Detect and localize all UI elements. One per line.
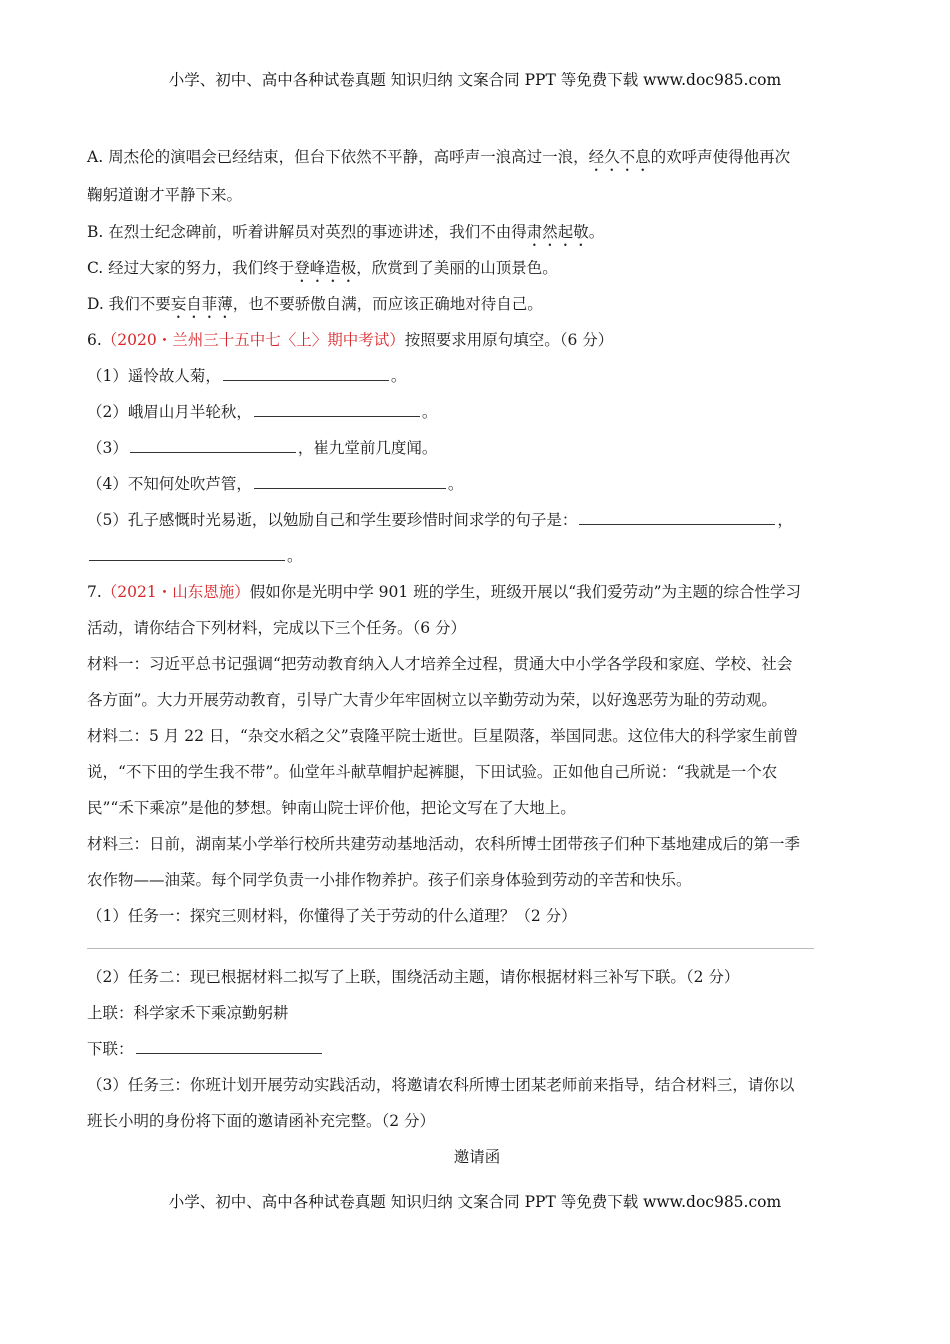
material-3: 材料三：日前，湖南某小学举行校所共建劳动基地活动，农科所博士团带孩子们种下基地建成后的第一季 bbox=[87, 835, 801, 853]
material-1-cont: 各方面”。大力开展劳动教育，引导广大青少年牢固树立以辛勤劳动为荣，以好逸恶劳为耻的劳动观。 bbox=[87, 691, 777, 709]
answer-blank[interactable] bbox=[136, 1033, 322, 1054]
material-1: 材料一：习近平总书记强调“把劳动教育纳入人才培养全过程，贯通大中小学各学段和家庭、学校、社会 bbox=[87, 655, 793, 673]
q6-item-4: （4）不知何处吹芦管， 。 bbox=[87, 466, 867, 502]
option-label: A. bbox=[87, 148, 104, 166]
material-2-cont: 说，“不下田的学生我不带”。仙堂年斗献草帽护起裤腿，下田试验。正如他自己所说：“我就是一个农 bbox=[87, 763, 778, 781]
footer-banner: 小学、初中、高中各种试卷真题 知识归纳 文案合同 PPT 等免费下载 www.doc985.com bbox=[168, 1193, 782, 1211]
question-number: 6. bbox=[87, 331, 102, 349]
option-b: B. 在烈士纪念碑前，听着讲解员对英烈的事迹讲述，我们不由得肃然起敬。 bbox=[87, 223, 605, 241]
option-label: C. bbox=[87, 259, 104, 277]
question-number: 7. bbox=[87, 583, 102, 601]
emphasized-idiom: 妄自菲薄 bbox=[170, 295, 233, 313]
answer-blank[interactable] bbox=[89, 540, 285, 561]
option-label: B. bbox=[87, 223, 104, 241]
q6-item-5: （5）孔子感慨时光易逝，以勉励自己和学生要珍惜时间求学的句子是： ， bbox=[87, 502, 867, 538]
emphasized-idiom: 肃然起敬 bbox=[526, 223, 589, 241]
option-d: D. 我们不要妄自菲薄，也不要骄傲自满，而应该正确地对待自己。 bbox=[87, 295, 543, 313]
document-body bbox=[87, 138, 867, 1175]
question-6-heading bbox=[87, 322, 867, 358]
answer-blank[interactable] bbox=[254, 468, 446, 489]
couplet-upper: 上联：科学家禾下乘凉勤躬耕 bbox=[87, 1004, 289, 1022]
option-a-line2: 鞠躬道谢才平静下来。 bbox=[87, 186, 243, 204]
task-1: （1）任务一：探究三则材料，你懂得了关于劳动的什么道理？（2 分） bbox=[87, 907, 577, 925]
material-2-cont: 民”“禾下乘凉”是他的梦想。钟南山院士评价他，把论文写在了大地上。 bbox=[87, 799, 576, 817]
question-source: （2020・兰州三十五中七〈上〉期中考试） bbox=[101, 331, 405, 349]
material-3-cont: 农作物——油菜。每个同学负责一小排作物养护。孩子们亲身体验到劳动的辛苦和快乐。 bbox=[87, 871, 692, 889]
option-a-line1: A. 周杰伦的演唱会已经结束，但台下依然不平静，高呼声一浪高过一浪，经久不息的欢呼声使得他再次 bbox=[87, 148, 791, 166]
question-prompt: 假如你是光明中学 901 班的学生，班级开展以“我们爱劳动”为主题的综合性学习 bbox=[249, 583, 802, 601]
couplet-lower: 下联： bbox=[87, 1031, 867, 1067]
q6-item-5-cont: 。 bbox=[87, 538, 867, 574]
question-source: （2021・山东恩施） bbox=[101, 583, 250, 601]
answer-blank[interactable] bbox=[254, 396, 420, 417]
q6-item-2: （2）峨眉山月半轮秋， 。 bbox=[87, 394, 867, 430]
task-3: （3）任务三：你班计划开展劳动实践活动，将邀请农科所博士团某老师前来指导，结合材料三，请你以 bbox=[87, 1076, 795, 1094]
task-2: （2）任务二：现已根据材料二拟写了上联，围绕活动主题，请你根据材料三补写下联。（2 分） bbox=[87, 968, 740, 986]
letter-title: 邀请函 bbox=[453, 1148, 501, 1166]
answer-blank[interactable] bbox=[130, 432, 296, 453]
option-label: D. bbox=[87, 295, 104, 313]
emphasized-idiom: 经久不息 bbox=[588, 148, 651, 166]
task-3-cont: 班长小明的身份将下面的邀请函补充完整。（2 分） bbox=[87, 1112, 436, 1130]
question-prompt: 按照要求用原句填空。（6 分） bbox=[404, 331, 614, 349]
header-banner: 小学、初中、高中各种试卷真题 知识归纳 文案合同 PPT 等免费下载 www.doc985.com bbox=[168, 71, 782, 89]
emphasized-idiom: 登峰造极 bbox=[294, 259, 357, 277]
option-c: C. 经过大家的努力，我们终于登峰造极，欣赏到了美丽的山顶景色。 bbox=[87, 259, 558, 277]
material-2: 材料二：5 月 22 日，“杂交水稻之父”袁隆平院士逝世。巨星陨落，举国同悲。这位伟大的科学家生前曾 bbox=[87, 727, 799, 745]
q6-item-1: （1）遥怜故人菊， 。 bbox=[87, 358, 867, 394]
answer-line[interactable] bbox=[87, 948, 814, 949]
question-7-prompt-cont: 活动，请你结合下列材料，完成以下三个任务。（6 分） bbox=[87, 619, 467, 637]
answer-blank[interactable] bbox=[579, 504, 775, 525]
q6-item-3: （3） ，崔九堂前几度闻。 bbox=[87, 430, 867, 466]
question-7-heading bbox=[87, 574, 867, 610]
answer-blank[interactable] bbox=[223, 360, 389, 381]
